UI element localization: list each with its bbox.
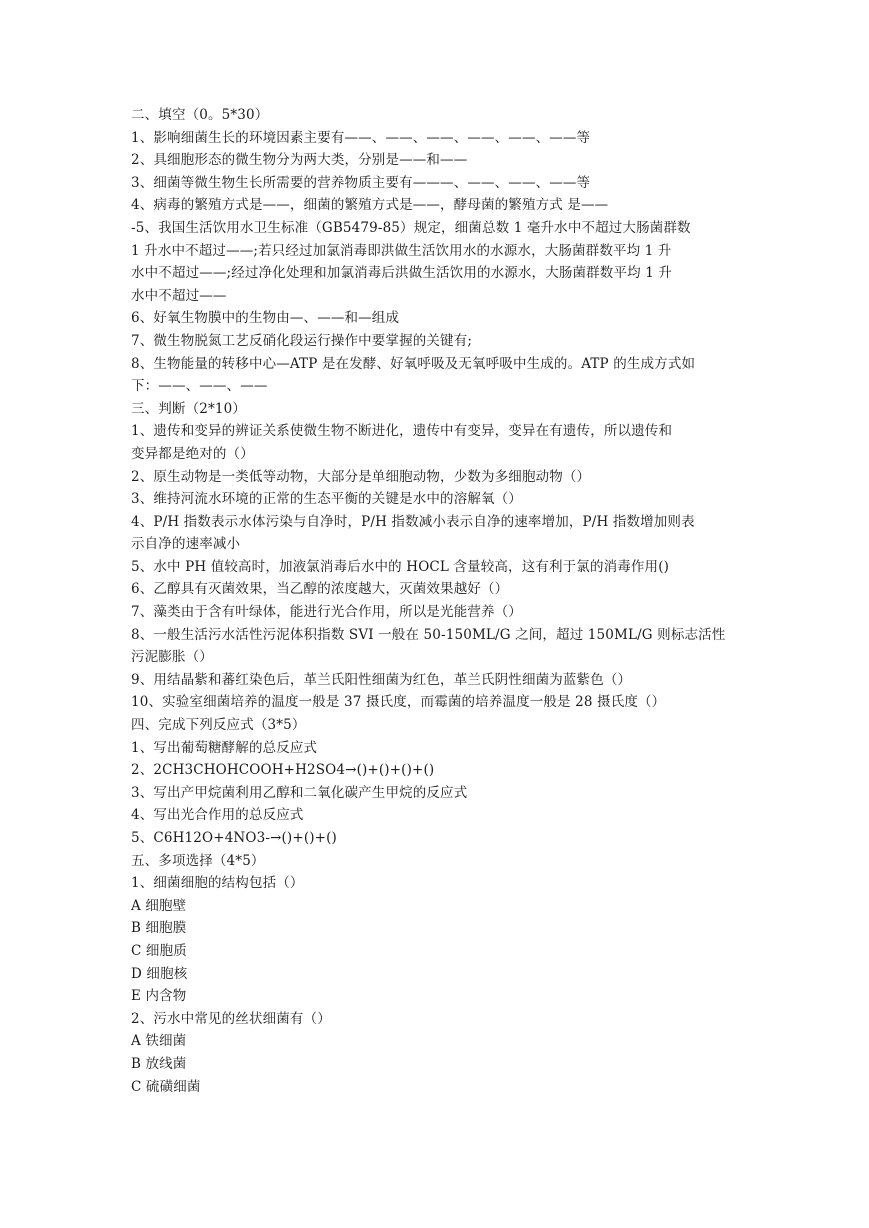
text-line: C 细胞质 xyxy=(131,942,187,959)
text-line: 2、污水中常见的丝状细菌有（） xyxy=(131,1010,331,1027)
text-line: 4、P/H 指数表示水体污染与自净时，P/H 指数减小表示自净的速率增加，P/H 指数增加则表 xyxy=(131,513,695,530)
text-line: B 放线菌 xyxy=(131,1055,187,1072)
text-line: 8、生物能量的转移中心—ATP 是在发酵、好氧呼吸及无氧呼吸中生成的。ATP 的生成方式如 xyxy=(131,355,696,372)
text-line: A 细胞壁 xyxy=(131,897,187,914)
text-line: D 细胞核 xyxy=(131,965,188,982)
document-body xyxy=(131,104,743,1098)
text-line: 4、写出光合作用的总反应式 xyxy=(131,807,304,824)
text-line: 4、病毒的繁殖方式是——，细菌的繁殖方式是——，酵母菌的繁殖方式 是—— xyxy=(131,197,609,214)
text-line: 8、一般生活污水活性污泥体积指数 SVI 一般在 50-150ML/G 之间，超过 150ML/G 则标志活性 xyxy=(131,626,726,643)
text-line: 四、完成下列反应式（3*5） xyxy=(131,717,306,734)
text-line: 1、遗传和变异的辨证关系使微生物不断进化，遗传中有变异，变异在有遗传，所以遗传和 xyxy=(131,423,673,440)
text-line: 2、2CH3CHOHCOOH+H2SO4→()+()+()+() xyxy=(131,762,435,779)
text-line: 2、原生动物是一类低等动物，大部分是单细胞动物，少数为多细胞动物（） xyxy=(131,468,591,485)
text-line: 9、用结晶紫和蕃红染色后，革兰氏阳性细菌为红色，革兰氏阴性细菌为蓝紫色（） xyxy=(131,671,632,688)
text-line: 三、判断（2*10） xyxy=(131,400,247,417)
text-line: -5、我国生活饮用水卫生标准（GB5479-85）规定，细菌总数 1 毫升水中不超过大肠菌群数 xyxy=(131,219,691,236)
text-line: 变异都是绝对的（） xyxy=(131,445,254,462)
text-line: 3、细菌等微生物生长所需要的营养物质主要有———、——、——、——等 xyxy=(131,174,591,191)
text-line: 7、微生物脱氮工艺反硝化段运行操作中要掌握的关键有; xyxy=(131,332,473,349)
text-line: 5、水中 PH 值较高时，加液氯消毒后水中的 HOCL 含量较高，这有利于氯的消毒作用() xyxy=(131,558,670,575)
text-line: 污泥膨胀（） xyxy=(131,649,213,666)
text-line: 6、好氧生物膜中的生物由—、——和—组成 xyxy=(131,310,400,327)
text-line: 2、具细胞形态的微生物分为两大类，分别是——和—— xyxy=(131,152,468,169)
text-line: B 细胞膜 xyxy=(131,920,187,937)
text-line: 1、细菌细胞的结构包括（） xyxy=(131,875,304,892)
text-line: 1、影响细菌生长的环境因素主要有——、——、——、——、——、——等 xyxy=(131,129,591,146)
text-line: 水中不超过—— xyxy=(131,287,227,304)
text-line: 3、写出产甲烷菌利用乙醇和二氧化碳产生甲烷的反应式 xyxy=(131,784,468,801)
text-line: 6、乙醇具有灭菌效果，当乙醇的浓度越大，灭菌效果越好（） xyxy=(131,581,509,598)
text-line: 7、藻类由于含有叶绿体，能进行光合作用，所以是光能营养（） xyxy=(131,604,522,621)
text-line: A 铁细菌 xyxy=(131,1033,187,1050)
text-line: C 硫磺细菌 xyxy=(131,1078,201,1095)
text-line: 1 升水中不超过——;若只经过加氯消毒即洪做生活饮用水的水源水，大肠菌群数平均 1 升 xyxy=(131,242,672,259)
text-line: 下：——、——、—— xyxy=(131,378,268,395)
text-line: 5、C6H12O+4NO3-→()+()+() xyxy=(131,830,337,846)
text-line: 10、实验室细菌培养的温度一般是 37 摄氏度，而霉菌的培养温度一般是 28 摄氏度（） xyxy=(131,694,666,711)
text-line: 1、写出葡萄糖酵解的总反应式 xyxy=(131,739,318,756)
text-line: 示自净的速率减小 xyxy=(131,536,241,553)
text-line: 水中不超过——;经过净化处理和加氯消毒后洪做生活饮用的水源水，大肠菌群数平均 1 升 xyxy=(131,265,673,282)
text-line: 3、维持河流水环境的正常的生态平衡的关键是水中的溶解氧（） xyxy=(131,491,522,508)
text-line: 五、多项选择（4*5） xyxy=(131,852,265,869)
text-line: E 内含物 xyxy=(131,988,187,1005)
text-line: 二、填空（0。5*30） xyxy=(131,107,269,123)
